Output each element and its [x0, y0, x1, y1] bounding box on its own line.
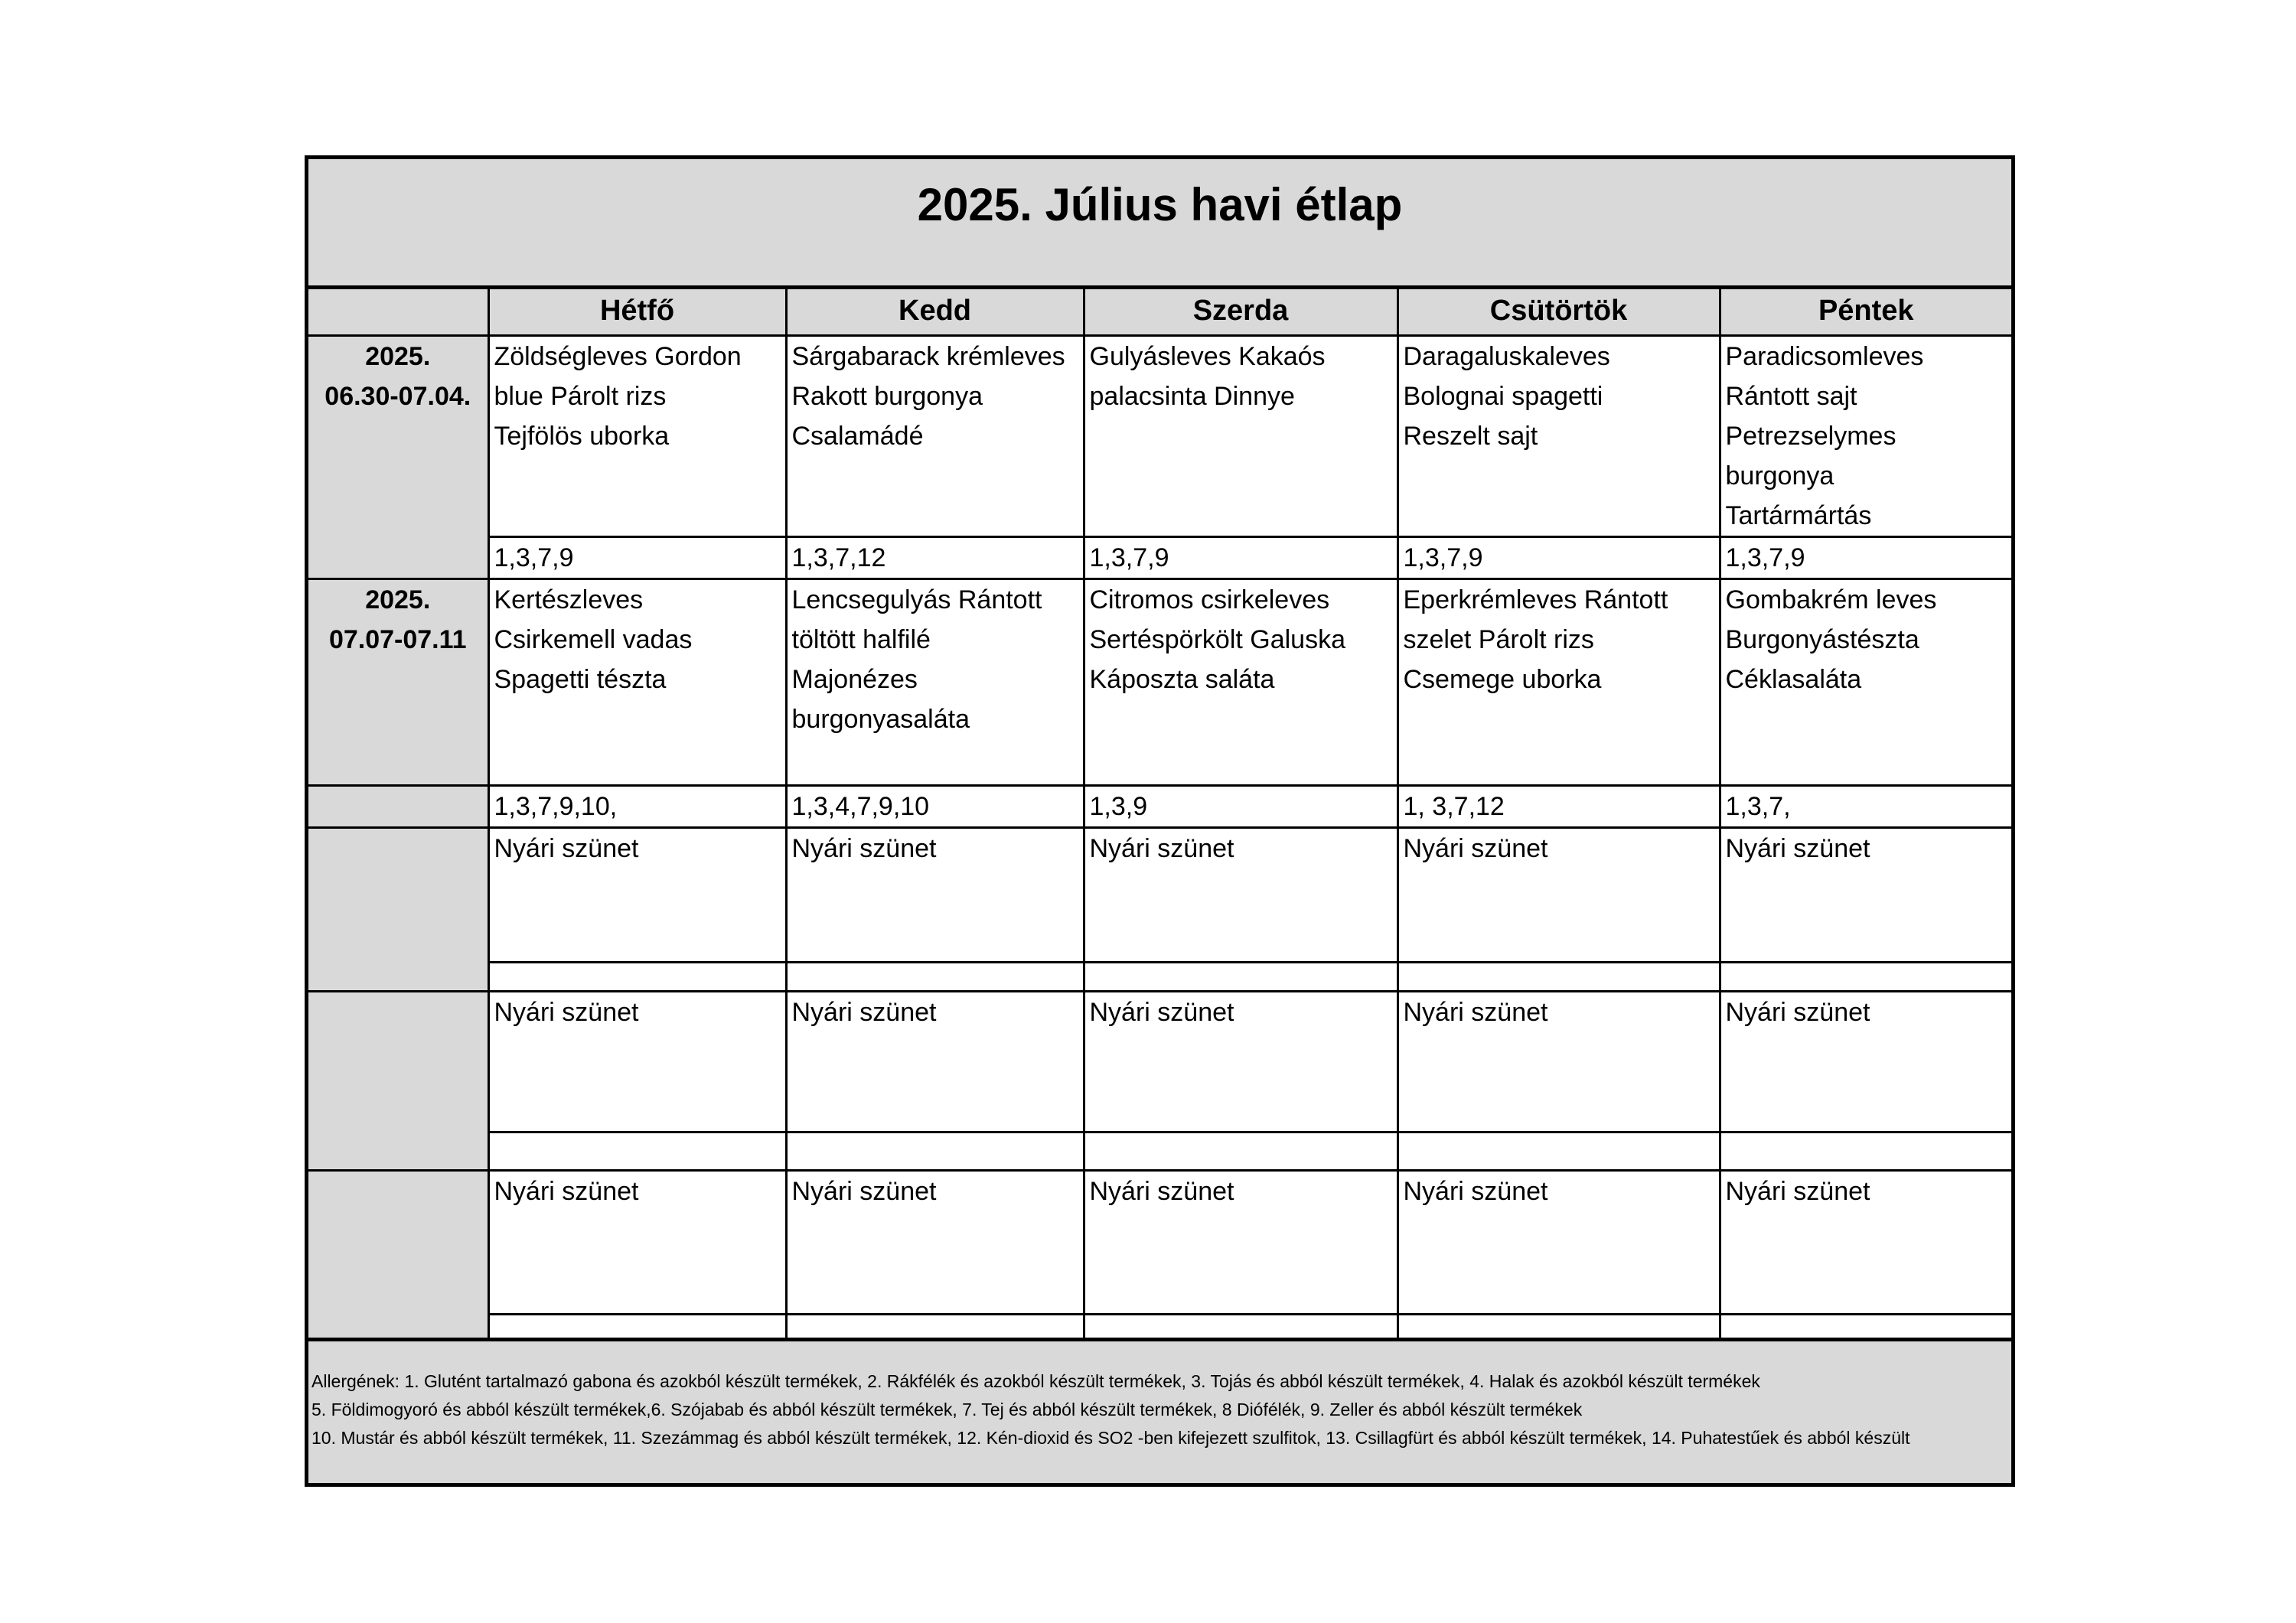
- week-2-tuesday-allergens: 1,3,4,7,9,10: [786, 785, 1084, 827]
- week-1-thursday-allergens: 1,3,7,9: [1397, 536, 1720, 578]
- week-3-monday-meal: Nyári szünet: [488, 827, 786, 962]
- week-2-thursday-meal: [1397, 578, 1720, 785]
- week-3-friday-allergens: [1720, 962, 2011, 991]
- week-5-wednesday-meal: Nyári szünet: [1084, 1170, 1397, 1314]
- week-3-tuesday-allergens: [786, 962, 1084, 991]
- week-4-monday-meal: Nyári szünet: [488, 991, 786, 1132]
- meal-line: Tartármártás: [1725, 500, 1872, 530]
- week-3-friday-meal: Nyári szünet: [1720, 827, 2011, 962]
- week-2-wednesday-allergens: 1,3,9: [1084, 785, 1397, 827]
- meal-line: Burgonyástészta: [1725, 624, 1919, 654]
- week-1-wednesday-allergens: 1,3,7,9: [1084, 536, 1397, 578]
- week-5-friday-meal: Nyári szünet: [1720, 1170, 2011, 1314]
- day-header-wednesday: Szerda: [1084, 289, 1397, 335]
- allergen-legend-line: 5. Földimogyoró és abból készült termékek,6. Szójabab és abból készült termékek, 7. Tej és abból készült termékek, 8 Diófélék, 9. Zeller és abból készült termékek: [311, 1400, 1583, 1419]
- week-2-year: 2025.: [365, 585, 431, 614]
- meal-line: Káposzta saláta: [1089, 664, 1275, 694]
- meal-line: Kertészleves: [494, 585, 644, 614]
- meal-line: Csirkemell vadas: [494, 624, 693, 654]
- meal-line: Paradicsomleves: [1725, 341, 1924, 371]
- meal-line: Majonézes: [791, 664, 918, 694]
- week-4-tuesday-meal: Nyári szünet: [786, 991, 1084, 1132]
- allergen-legend: [308, 1338, 2011, 1483]
- week-1-wednesday-meal: [1084, 335, 1397, 536]
- corner-cell: [308, 289, 488, 335]
- week-4-label: [308, 991, 488, 1170]
- week-4-wednesday-meal: Nyári szünet: [1084, 991, 1397, 1132]
- week-5-thursday-meal: Nyári szünet: [1397, 1170, 1720, 1314]
- week-1-monday-meal: [488, 335, 786, 536]
- week-3-tuesday-meal: Nyári szünet: [786, 827, 1084, 962]
- meal-line: burgonyasaláta: [791, 704, 970, 734]
- meal-line: Céklasaláta: [1725, 664, 1862, 694]
- week-4-tuesday-allergens: [786, 1132, 1084, 1170]
- meal-line: Eperkrémleves Rántott: [1403, 585, 1668, 614]
- week-5-meal-row: [308, 1170, 2011, 1314]
- week-1-monday-allergens: 1,3,7,9: [488, 536, 786, 578]
- week-1-friday-allergens: 1,3,7,9: [1720, 536, 2011, 578]
- menu-sheet: [305, 155, 2015, 1487]
- meal-line: Spagetti tészta: [494, 664, 667, 694]
- week-3-wednesday-meal: Nyári szünet: [1084, 827, 1397, 962]
- meal-line: Tejfölös uborka: [494, 421, 670, 451]
- week-5-label: [308, 1170, 488, 1352]
- meal-line: Gombakrém leves: [1725, 585, 1937, 614]
- allergen-legend-line: Allergének: 1. Glutént tartalmazó gabona és azokból készült termékek, 2. Rákfélék és azokból készült termékek, 3. Tojás és abból készült termékek, 4. Halak és azokból készült termékek: [311, 1371, 1760, 1391]
- week-1-year: 2025.: [365, 341, 431, 371]
- week-3-thursday-allergens: [1397, 962, 1720, 991]
- meal-line: Reszelt sajt: [1403, 421, 1538, 451]
- page-title: 2025. Július havi étlap: [917, 179, 1403, 230]
- week-5-tuesday-meal: Nyári szünet: [786, 1170, 1084, 1314]
- title-area: [308, 159, 2011, 289]
- week-4-thursday-meal: Nyári szünet: [1397, 991, 1720, 1132]
- week-3-meal-row: [308, 827, 2011, 962]
- week-2-label: [308, 578, 488, 785]
- meal-line: Rántott sajt: [1725, 381, 1857, 411]
- week-3-monday-allergens: [488, 962, 786, 991]
- week-1-meal-row: [308, 335, 2011, 536]
- week-2-monday-meal: [488, 578, 786, 785]
- day-header-monday: Hétfő: [488, 289, 786, 335]
- meal-line: Citromos csirkeleves: [1089, 585, 1330, 614]
- week-1-dates: 06.30-07.04.: [325, 381, 471, 411]
- day-header-thursday: Csütörtök: [1397, 289, 1720, 335]
- meal-line: Daragaluskaleves: [1403, 341, 1610, 371]
- meal-line: Sertéspörkölt Galuska: [1089, 624, 1345, 654]
- meal-line: Gulyásleves Kakaós: [1089, 341, 1326, 371]
- meal-line: szelet Párolt rizs: [1403, 624, 1594, 654]
- week-3-label: [308, 827, 488, 991]
- week-4-meal-row: [308, 991, 2011, 1132]
- meal-line: Lencsegulyás Rántott: [791, 585, 1042, 614]
- week-1-tuesday-allergens: 1,3,7,12: [786, 536, 1084, 578]
- week-2-allergen-label: [308, 785, 488, 827]
- meal-line: Bolognai spagetti: [1403, 381, 1603, 411]
- day-header-row: [308, 289, 2011, 335]
- meal-line: Zöldségleves Gordon: [494, 341, 742, 371]
- week-2-meal-row: [308, 578, 2011, 785]
- week-4-thursday-allergens: [1397, 1132, 1720, 1170]
- week-5-monday-meal: Nyári szünet: [488, 1170, 786, 1314]
- week-3-wednesday-allergens: [1084, 962, 1397, 991]
- meal-line: Sárgabarack krémleves: [791, 341, 1065, 371]
- week-2-allergen-row: [308, 785, 2011, 827]
- week-2-thursday-allergens: 1, 3,7,12: [1397, 785, 1720, 827]
- week-4-wednesday-allergens: [1084, 1132, 1397, 1170]
- week-2-dates: 07.07-07.11: [328, 624, 467, 654]
- week-4-friday-meal: Nyári szünet: [1720, 991, 2011, 1132]
- allergen-legend-line: 10. Mustár és abból készült termékek, 11. Szezámmag és abból készült termékek, 12. Kén-dioxid és SO2 -ben kifejezett szulfitok, 13. Csillagfürt és abból készült termékek, 14. Puhatestűek és abból készült: [311, 1428, 1910, 1448]
- week-2-monday-allergens: 1,3,7,9,10,: [488, 785, 786, 827]
- week-4-monday-allergens: [488, 1132, 786, 1170]
- meal-line: burgonya: [1725, 461, 1835, 490]
- menu-table: [308, 289, 2011, 1354]
- week-4-friday-allergens: [1720, 1132, 2011, 1170]
- meal-line: blue Párolt rizs: [494, 381, 667, 411]
- week-2-wednesday-meal: [1084, 578, 1397, 785]
- meal-line: Rakott burgonya: [791, 381, 983, 411]
- week-2-tuesday-meal: [786, 578, 1084, 785]
- day-header-tuesday: Kedd: [786, 289, 1084, 335]
- meal-line: palacsinta Dinnye: [1089, 381, 1295, 411]
- meal-line: Petrezselymes: [1725, 421, 1896, 451]
- week-1-label: [308, 335, 488, 578]
- meal-line: Csemege uborka: [1403, 664, 1602, 694]
- day-header-friday: Péntek: [1720, 289, 2011, 335]
- meal-line: töltött halfilé: [791, 624, 931, 654]
- week-1-allergen-row: [308, 536, 2011, 578]
- week-1-friday-meal: [1720, 335, 2011, 536]
- week-1-thursday-meal: [1397, 335, 1720, 536]
- week-2-friday-meal: [1720, 578, 2011, 785]
- week-3-allergen-row: [308, 962, 2011, 991]
- week-2-friday-allergens: 1,3,7,: [1720, 785, 2011, 827]
- week-3-thursday-meal: Nyári szünet: [1397, 827, 1720, 962]
- meal-line: Csalamádé: [791, 421, 924, 451]
- week-4-allergen-row: [308, 1132, 2011, 1170]
- week-1-tuesday-meal: [786, 335, 1084, 536]
